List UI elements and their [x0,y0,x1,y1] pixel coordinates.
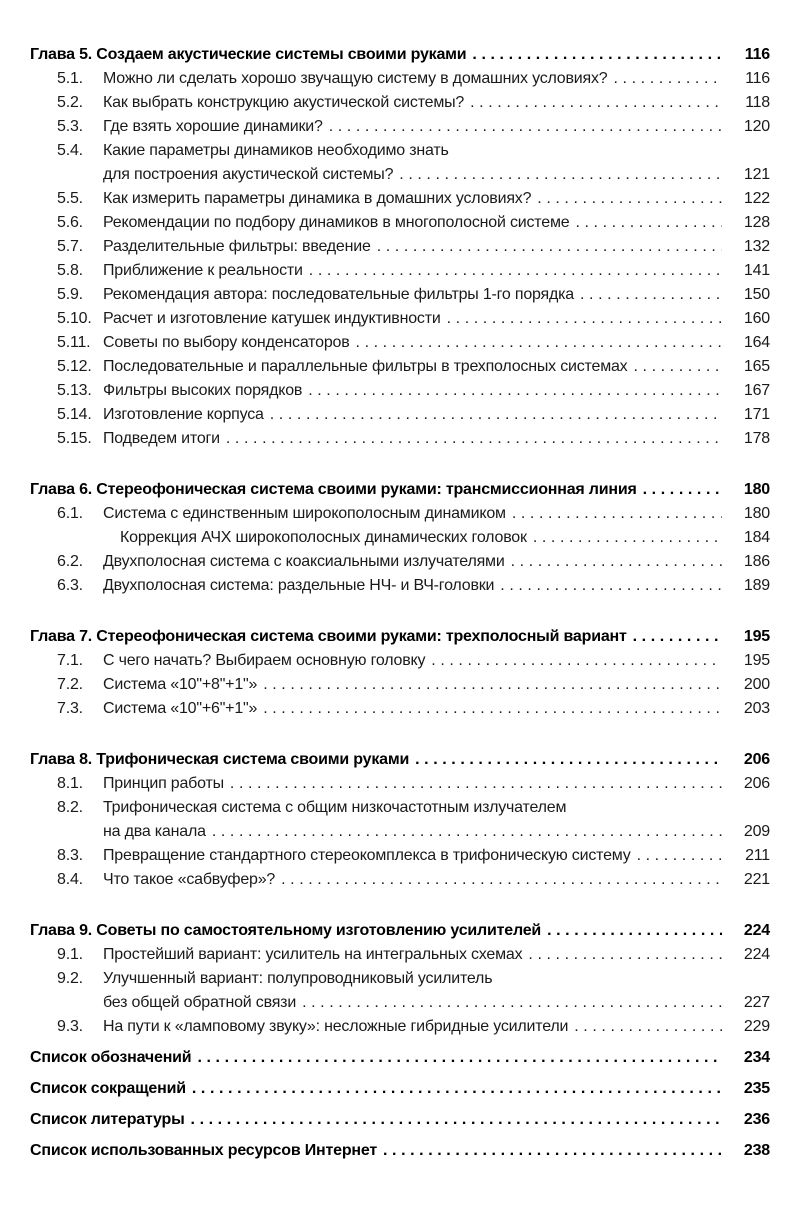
toc-entry-number: 5.6. [57,214,83,231]
toc-entry-row [30,331,770,355]
dot-leader [511,550,722,574]
toc-entry-row [30,943,770,967]
toc-subentry-row [30,526,770,550]
toc-entry-row [30,235,770,259]
dot-leader [329,115,722,139]
dot-leader [614,67,722,91]
toc-entry-number: 7.2. [57,676,83,693]
toc-entry-number: 9.3. [57,1018,83,1035]
toc-entry-title: на два канала [103,823,206,840]
toc-entry-number: 5.7. [57,238,83,255]
dot-leader [191,1108,722,1132]
dot-leader [533,526,722,550]
toc-entry-title: Двухполосная система с коаксиальными излучателями [103,553,505,570]
toc-footer-row [30,1108,770,1132]
toc-entry-number: 5.1. [57,70,83,87]
toc-entry-continuation-row [30,991,770,1015]
toc-entry-number: 5.8. [57,262,83,279]
dot-leader [377,235,722,259]
toc-entry-number: 6.1. [57,505,83,522]
toc-entry-page: 180 [743,505,770,522]
toc-entry-title: Приближение к реальности [103,262,303,279]
toc-entry-page: 167 [743,382,770,399]
toc-entry-page: 189 [743,577,770,594]
toc-entry-number: 5.3. [57,118,83,135]
toc-footer-title: Список обозначений [30,1049,192,1066]
toc-entry-row [30,697,770,721]
toc-entry-page: 116 [745,70,770,87]
toc-entry-number: 8.2. [57,799,83,816]
dot-leader [415,748,722,772]
dot-leader [537,187,722,211]
toc-entry-number: 5.5. [57,190,83,207]
dot-leader [302,991,722,1015]
toc-chapter-title: Глава 6. Стереофоническая система своими руками: трансмиссионная линия [30,481,637,498]
toc-entry-page: 195 [743,652,770,669]
toc-entry-row [30,574,770,598]
toc-entry-title: без общей обратной связи [103,994,297,1011]
toc-chapter-page: 195 [743,628,770,645]
toc-entry-row [30,259,770,283]
dot-leader [197,1046,722,1070]
toc-footer-row [30,1046,770,1070]
dot-leader [574,1015,722,1039]
toc-chapter-row [30,748,770,772]
toc-entry-title: Фильтры высоких порядков [103,382,303,399]
toc-chapter-page: 116 [744,46,770,63]
toc-entry-row [30,1015,770,1039]
toc-footer-page: 235 [743,1080,770,1097]
toc-entry-title: Как измерить параметры динамика в домашних условиях? [103,190,532,207]
toc-entry-page: 229 [743,1018,770,1035]
toc-footer-title: Список использованных ресурсов Интернет [30,1142,377,1159]
toc-entry-page: 221 [743,871,770,888]
dot-leader [547,919,722,943]
toc-entry-number: 6.3. [57,577,83,594]
toc-entry-row [30,307,770,331]
toc-entry-row [30,673,770,697]
toc-footer-row [30,1077,770,1101]
toc-chapter-title: Глава 9. Советы по самостоятельному изготовлению усилителей [30,922,542,939]
toc-chapter-title: Глава 8. Трифоническая система своими руками [30,751,410,768]
toc-entry-number: 7.1. [57,652,83,669]
toc-entry-row [30,403,770,427]
toc-entry-title: Какие параметры динамиков необходимо знать [103,142,449,159]
dot-leader [637,844,722,868]
toc-entry-number: 5.12. [57,358,92,375]
toc-entry-continuation-row [30,820,770,844]
toc-entry-number: 8.3. [57,847,83,864]
toc-entry-title: Что такое «сабвуфер»? [103,871,276,888]
dot-leader [447,307,722,331]
dot-leader [633,625,722,649]
toc-entry-row [30,283,770,307]
dot-leader [575,211,722,235]
toc-entry-page: 224 [743,946,770,963]
dot-leader [281,868,722,892]
dot-leader [470,91,722,115]
toc-entry-title: Система с единственным широкополосным динамиком [103,505,506,522]
dot-leader [472,43,722,67]
toc-entry-row [30,115,770,139]
dot-leader [643,478,722,502]
dot-leader [580,283,722,307]
toc-entry-title: Как выбрать конструкцию акустической системы? [103,94,465,111]
dot-leader [431,649,722,673]
toc-entry-number: 5.9. [57,286,83,303]
toc-entry-page: 206 [743,775,770,792]
toc-chapter-row [30,478,770,502]
toc-entry-page: 150 [743,286,770,303]
toc-footer-title: Список литературы [30,1111,185,1128]
toc-entry-page: 200 [743,676,770,693]
toc-chapter-row [30,919,770,943]
toc-entry-page: 164 [743,334,770,351]
toc-entry-page: 128 [743,214,770,231]
toc-entry-page: 178 [743,430,770,447]
toc-entry-title: Изготовление корпуса [103,406,264,423]
toc-entry-title: Трифоническая система с общим низкочастотным излучателем [103,799,567,816]
toc-footer-title: Список сокращений [30,1080,186,1097]
toc-entry-page: 141 [743,262,770,279]
toc-chapter-page: 206 [743,751,770,768]
toc-entry-continuation-row [30,163,770,187]
toc-entry-title: для построения акустической системы? [103,166,394,183]
dot-leader [230,772,722,796]
toc-chapter-page: 224 [743,922,770,939]
toc-entry-title: Рекомендация автора: последовательные фильтры 1-го порядка [103,286,575,303]
toc-entry-number: 5.14. [57,406,92,423]
toc-entry-row [30,187,770,211]
toc-entry-title: Простейший вариант: усилитель на интегральных схемах [103,946,523,963]
toc-entry-number: 5.2. [57,94,83,111]
toc-entry-number: 8.1. [57,775,83,792]
toc-entry-row [30,139,770,163]
dot-leader [528,943,722,967]
dot-leader [399,163,722,187]
toc-entry-page: 211 [745,847,770,864]
toc-entry-row [30,211,770,235]
toc-entry-page: 209 [743,823,770,840]
toc-entry-title: Где взять хорошие динамики? [103,118,323,135]
toc-entry-title: Превращение стандартного стереокомплекса в трифоническую систему [103,847,631,864]
toc-chapter-row [30,625,770,649]
toc-entry-number: 8.4. [57,871,83,888]
toc-entry-number: 5.4. [57,142,83,159]
toc-entry-page: 118 [745,94,770,111]
toc-entry-number: 7.3. [57,700,83,717]
toc-chapter-page: 180 [743,481,770,498]
toc-entry-number: 6.2. [57,553,83,570]
toc-entry-title: С чего начать? Выбираем основную головку [103,652,426,669]
toc-entry-number: 9.1. [57,946,83,963]
toc-entry-title: Расчет и изготовление катушек индуктивности [103,310,441,327]
toc-entry-row [30,868,770,892]
toc-entry-title: Улучшенный вариант: полупроводниковый усилитель [103,970,493,987]
toc-entry-title: Подведем итоги [103,430,220,447]
table-of-contents [30,43,770,1163]
toc-chapter-title: Глава 5. Создаем акустические системы своими руками [30,46,467,63]
toc-entry-page: 160 [743,310,770,327]
toc-entry-row [30,91,770,115]
dot-leader [512,502,722,526]
dot-leader [212,820,722,844]
toc-entry-row [30,772,770,796]
toc-entry-number: 9.2. [57,970,83,987]
toc-entry-page: 132 [743,238,770,255]
toc-entry-number: 5.13. [57,382,92,399]
toc-entry-row [30,550,770,574]
toc-footer-page: 236 [743,1111,770,1128]
toc-footer-page: 234 [743,1049,770,1066]
toc-entry-page: 184 [743,529,770,546]
toc-entry-page: 203 [743,700,770,717]
toc-footer-page: 238 [743,1142,770,1159]
toc-entry-title: Рекомендации по подбору динамиков в многополосной системе [103,214,570,231]
dot-leader [263,673,722,697]
toc-entry-number: 5.11. [57,334,91,351]
toc-chapter-row [30,43,770,67]
dot-leader [192,1077,722,1101]
toc-entry-title: Система «10"+8"+1"» [103,676,258,693]
toc-entry-row [30,379,770,403]
toc-entry-row [30,502,770,526]
toc-entry-title: Коррекция АЧХ широкополосных динамических головок [120,529,527,546]
toc-entry-row [30,844,770,868]
toc-entry-page: 121 [743,166,770,183]
toc-entry-row [30,355,770,379]
dot-leader [263,697,722,721]
toc-entry-number: 5.10. [57,310,92,327]
toc-entry-page: 120 [743,118,770,135]
dot-leader [356,331,722,355]
toc-entry-row [30,649,770,673]
toc-entry-row [30,796,770,820]
toc-entry-page: 165 [743,358,770,375]
toc-entry-number: 5.15. [57,430,92,447]
toc-entry-page: 227 [743,994,770,1011]
toc-entry-page: 122 [743,190,770,207]
toc-entry-title: Разделительные фильтры: введение [103,238,371,255]
dot-leader [270,403,722,427]
toc-entry-title: Двухполосная система: раздельные НЧ- и ВЧ-головки [103,577,495,594]
toc-entry-title: Последовательные и параллельные фильтры в трехполосных системах [103,358,628,375]
dot-leader [634,355,723,379]
dot-leader [309,259,722,283]
dot-leader [308,379,722,403]
toc-entry-page: 171 [743,406,770,423]
toc-entry-row [30,427,770,451]
toc-entry-title: Советы по выбору конденсаторов [103,334,350,351]
toc-entry-title: Можно ли сделать хорошо звучащую систему в домашних условиях? [103,70,608,87]
toc-footer-row [30,1139,770,1163]
dot-leader [500,574,722,598]
toc-entry-row [30,967,770,991]
toc-entry-page: 186 [743,553,770,570]
toc-entry-row [30,67,770,91]
toc-entry-title: Система «10"+6"+1"» [103,700,258,717]
toc-entry-title: На пути к «ламповому звуку»: несложные гибридные усилители [103,1018,569,1035]
dot-leader [383,1139,722,1163]
toc-entry-title: Принцип работы [103,775,224,792]
dot-leader [226,427,722,451]
toc-chapter-title: Глава 7. Стереофоническая система своими руками: трехполосный вариант [30,628,627,645]
